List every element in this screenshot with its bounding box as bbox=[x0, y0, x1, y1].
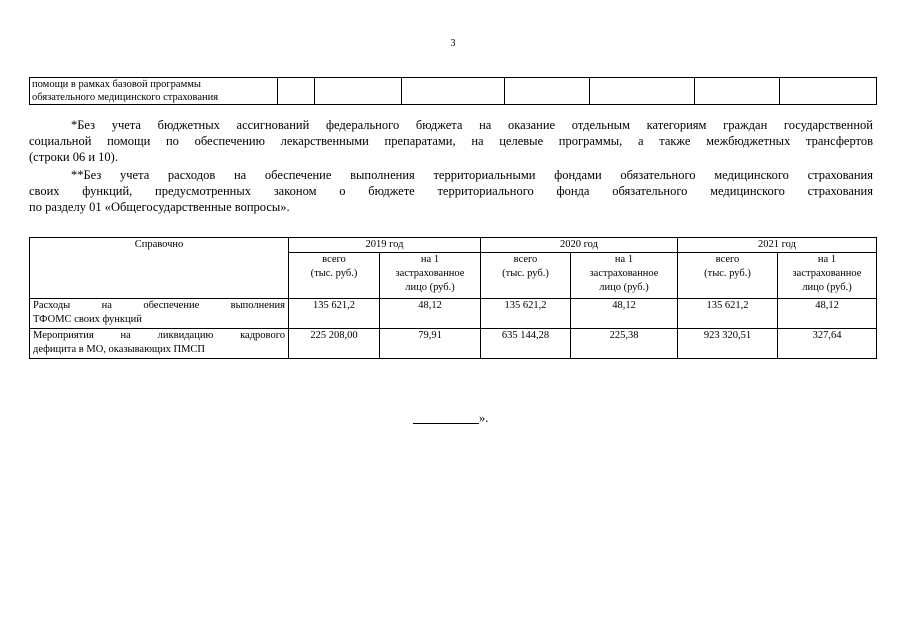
header-year-2021: 2021 год bbox=[678, 238, 877, 253]
reference-table bbox=[29, 237, 877, 359]
cell-2019-per-insured: 79,91 bbox=[380, 329, 481, 359]
cell-2020-per-insured: 225,38 bbox=[571, 329, 678, 359]
cell-2019-total: 225 208,00 bbox=[289, 329, 380, 359]
table-row bbox=[30, 329, 877, 359]
cell-2019-total: 135 621,2 bbox=[289, 299, 380, 329]
cell-2021-per-insured: 327,64 bbox=[778, 329, 877, 359]
header-reference-label: Справочно bbox=[30, 238, 289, 299]
table-cell bbox=[505, 78, 590, 105]
subheader-per-insured: на 1 застрахованное лицо (руб.) bbox=[778, 253, 877, 299]
row-label: Расходы на обеспечение выполнения ТФОМС своих функций bbox=[30, 299, 289, 329]
page-number: 3 bbox=[450, 38, 456, 49]
subheader-total: всего (тыс. руб.) bbox=[481, 253, 571, 299]
table-row bbox=[30, 299, 877, 329]
cell-2020-per-insured: 48,12 bbox=[571, 299, 678, 329]
continued-table bbox=[29, 77, 877, 105]
table-cell bbox=[315, 78, 402, 105]
subheader-per-insured: на 1 застрахованное лицо (руб.) bbox=[380, 253, 481, 299]
footnote-1: *Без учета бюджетных ассигнований федерального бюджета на оказание отдельным категориям граждан государственной социальной помощи по обеспечению лекарственными препаратами, на целевые программы, а также межбюджетных трансфертов (строки 06 и 10). bbox=[29, 118, 873, 164]
row-label: Мероприятия на ликвидацию кадрового дефицита в МО, оказывающих ПМСП bbox=[30, 329, 289, 359]
subheader-per-insured: на 1 застрахованное лицо (руб.) bbox=[571, 253, 678, 299]
cell-2019-per-insured: 48,12 bbox=[380, 299, 481, 329]
table-cell bbox=[780, 78, 877, 105]
header-year-2020: 2020 год bbox=[481, 238, 678, 253]
cell-2021-total: 923 320,51 bbox=[678, 329, 778, 359]
subheader-total: всего (тыс. руб.) bbox=[678, 253, 778, 299]
cell-2020-total: 135 621,2 bbox=[481, 299, 571, 329]
table-cell bbox=[590, 78, 695, 105]
signature-underline bbox=[413, 423, 479, 424]
cell-2021-per-insured: 48,12 bbox=[778, 299, 877, 329]
table-cell bbox=[695, 78, 780, 105]
table-cell bbox=[278, 78, 315, 105]
cell-2020-total: 635 144,28 bbox=[481, 329, 571, 359]
table-cell bbox=[402, 78, 505, 105]
header-year-2019: 2019 год bbox=[289, 238, 481, 253]
table-row-label: помощи в рамках базовой программы обязательного медицинского страхования bbox=[30, 78, 278, 105]
closing-mark: ». bbox=[413, 411, 488, 426]
cell-2021-total: 135 621,2 bbox=[678, 299, 778, 329]
footnote-2: **Без учета расходов на обеспечение выполнения территориальными фондами обязательного медицинского страхования своих функций, предусмотренных законом о бюджете территориального фонда обязательного медицинского страхования по разделу 01 «Общегосударственные вопросы». bbox=[29, 168, 873, 214]
subheader-total: всего (тыс. руб.) bbox=[289, 253, 380, 299]
